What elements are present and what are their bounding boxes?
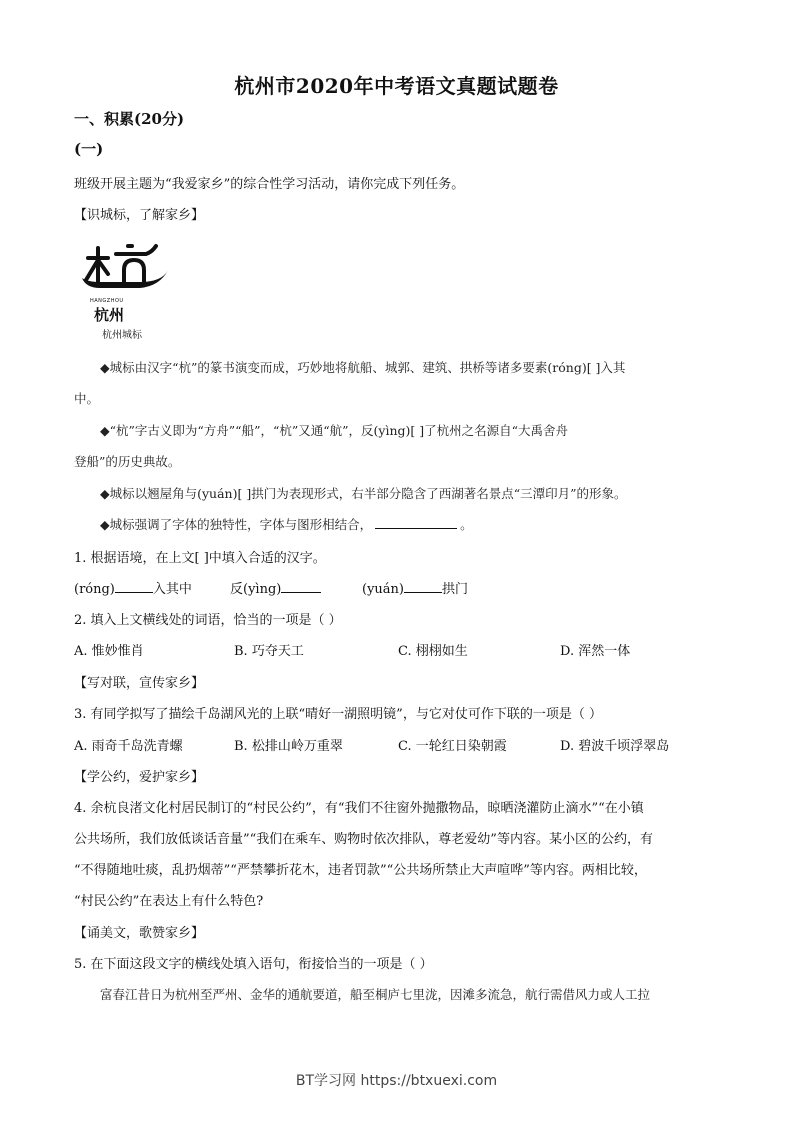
page-title: 杭州市2020年中考语文真题试题卷 [234,74,559,98]
task-heading-convention: 【学公约，爱护家乡】 [74,770,205,785]
question-1-item-3 [362,578,468,597]
question-3-option-a[interactable]: A. 雨奇千岛洗青螺 [74,739,183,754]
question-2-option-d[interactable]: D. 浑然一体 [560,644,631,659]
task-heading-city-logo: 【识城标，了解家乡】 [74,208,205,223]
question-3-option-b[interactable]: B. 松排山岭万重翠 [234,739,343,754]
q1-blank-3[interactable] [404,580,442,593]
intro-text: 班级开展主题为“我爱家乡”的综合性学习活动，请你完成下列任务。 [74,177,465,192]
q1-suffix-3: 拱门 [441,582,468,597]
hangzhou-city-logo-image [80,240,170,340]
question-2-option-a[interactable]: A. 惟妙惟肖 [74,644,144,659]
q1-blank-1[interactable] [115,580,153,593]
question-1-stem: 1. 根据语境，在上文[ ]中填入合适的汉字。 [74,551,326,566]
question-4-line-1: 4. 余杭良渚文化村居民制订的“村民公约”，有“我们不往窗外抛撒物品，晾晒浇灌防止滴水”“在小镇 [74,801,644,816]
bullet-2-line-1: ◆“杭”字古义即为“方舟”“船”，“杭”又通“航”，反(yìng)[ ]了杭州之名源自“大禹舍舟 [100,423,569,438]
q1-pinyin-1: (róng) [74,582,115,597]
bullet-1-line-2: 中。 [74,391,100,406]
q1-blank-2[interactable] [281,580,321,593]
question-2-stem: 2. 填入上文横线处的词语，恰当的一项是（ ） [74,613,342,628]
question-4-line-3: “不得随地吐痰，乱扔烟蒂”“严禁攀折花木，违者罚款”“公共场所禁止大声喧哗”等内容。两相比较， [74,863,647,878]
question-3-stem: 3. 有同学拟写了描绘千岛湖风光的上联“晴好一湖照明镜”，与它对仗可作下联的一项是（ ） [74,707,602,722]
answer-blank[interactable] [375,516,457,529]
question-3-option-d[interactable]: D. 碧波千顷浮翠岛 [560,739,670,754]
question-4-line-4: “村民公约”在表达上有什么特色? [74,894,264,909]
question-5-stem: 5. 在下面这段文字的横线处填入语句，衔接恰当的一项是（ ） [74,957,433,972]
bullet-4 [100,515,473,533]
question-2-option-c[interactable]: C. 栩栩如生 [398,644,468,659]
subsection-heading: (一) [74,140,104,158]
bullet-3: ◆城标以翘屋角与(yuán)[ ]拱门为表现形式，右半部分隐含了西湖著名景点“三潭印月”的形象。 [100,486,627,501]
question-3-option-c[interactable]: C. 一轮红日染朝霞 [398,739,507,754]
logo-name: 杭州 [94,306,125,324]
bullet-4-end: 。 [460,517,473,532]
task-heading-couplet: 【写对联，宣传家乡】 [74,676,205,691]
city-logo-icon [80,240,170,302]
question-4-line-2: 公共场所，我们放低谈话音量”“我们在乘车、购物时依次排队，尊老爱幼”等内容。某小区的公约，有 [74,832,653,847]
question-1-item-2 [230,578,321,597]
question-1-item-1 [74,578,192,597]
task-heading-recite: 【诵美文，歌赞家乡】 [74,926,205,941]
logo-caption: 杭州城标 [102,330,142,341]
logo-pinyin: HANGZHOU [90,298,124,304]
q1-pinyin-3: (yuán) [362,582,404,597]
question-2-option-b[interactable]: B. 巧夺天工 [234,644,304,659]
footer-watermark: BT学习网 https://btxuexi.com [295,1073,498,1089]
bullet-2-line-2: 登船”的历史典故。 [74,454,181,469]
section-heading: 一、积累(20分) [74,110,185,128]
q1-pinyin-2: 反(yìng) [230,582,282,597]
question-5-passage: 富春江昔日为杭州至严州、金华的通航要道，船至桐庐七里泷，因滩多流急，航行需借风力或人工拉 [100,987,651,1002]
bullet-4-text: ◆城标强调了字体的独特性，字体与图形相结合， [100,517,373,532]
bullet-1-line-1: ◆城标由汉字“杭”的篆书演变而成，巧妙地将航船、城郭、建筑、拱桥等诸多要素(róng)[ ]入其 [100,360,626,375]
q1-suffix-1: 入其中 [152,582,192,597]
